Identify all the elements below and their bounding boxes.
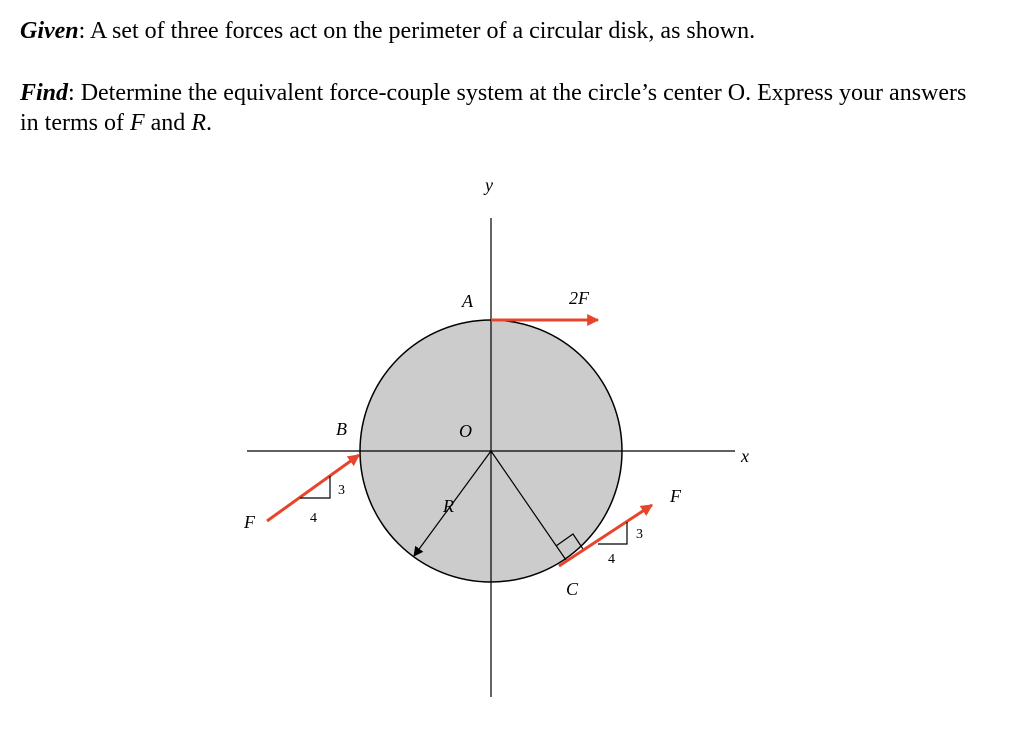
- given-label: Given: [20, 18, 79, 44]
- find-label: Find: [20, 80, 69, 106]
- point-a-label: A: [462, 291, 473, 311]
- find-text-3: .: [205, 110, 212, 136]
- find-text-2: and: [144, 110, 192, 136]
- force-2f-label: 2F: [569, 288, 589, 308]
- find-text-1: : Determine the equivalent force-couple system at the circle’s center O. Express your answers in terms of: [20, 80, 967, 136]
- point-c-label: C: [566, 579, 579, 599]
- radius-r-label: R: [443, 496, 454, 516]
- point-b-label: B: [336, 419, 347, 439]
- given-text: : A set of three forces act on the perimeter of a circular disk, as shown.: [78, 18, 756, 44]
- find-var-f: F: [129, 110, 145, 136]
- center-o-label: O: [459, 421, 472, 441]
- slope-left-run-label: 4: [310, 511, 317, 526]
- find-var-r: R: [191, 110, 206, 136]
- y-axis-label: y: [485, 175, 493, 195]
- slope-right-rise-label: 3: [636, 527, 643, 542]
- force-f-left-label: F: [244, 512, 255, 532]
- slope-left-rise-label: 3: [338, 483, 345, 498]
- force-f-right-label: F: [670, 486, 681, 506]
- x-axis-label: x: [741, 446, 749, 466]
- slope-right-run-label: 4: [608, 552, 615, 567]
